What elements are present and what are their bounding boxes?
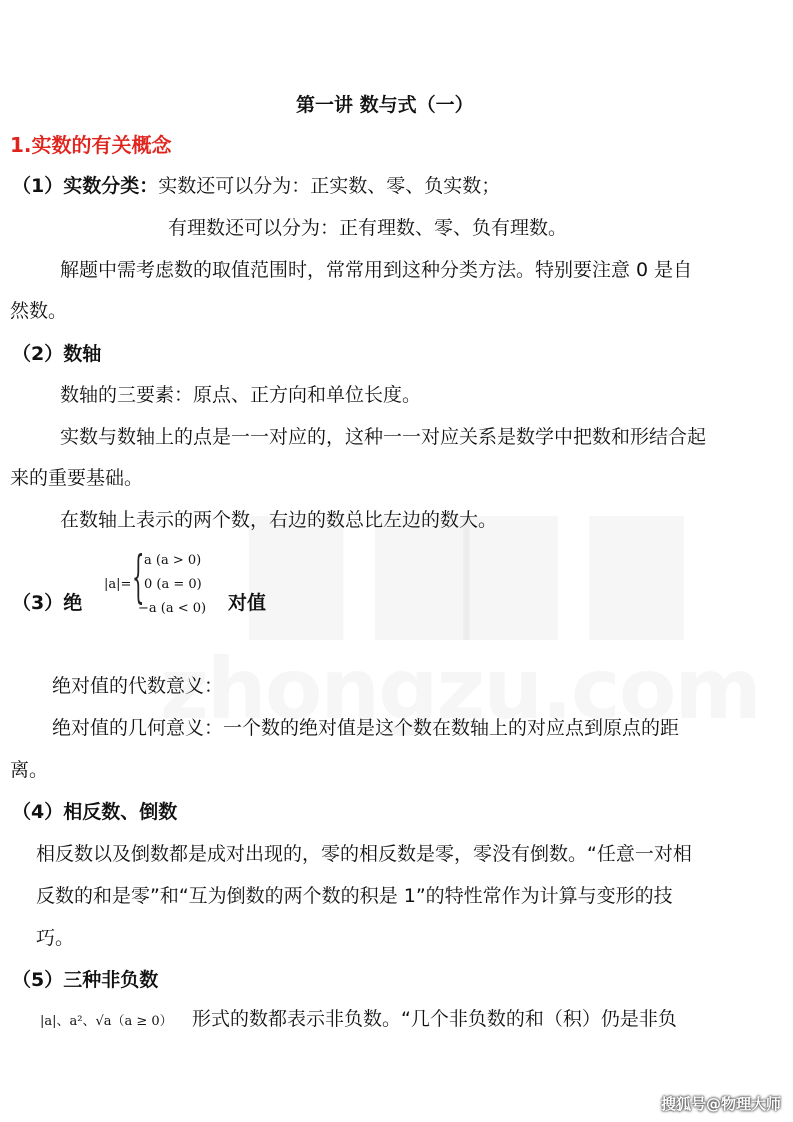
- paragraph-text: 形式的数都表示非负数。“几个非负数的和（积）仍是非负: [192, 1008, 677, 1030]
- paragraph-text: 实数与数轴上的点是一一对应的，这种一一对应关系是数学中把数和形结合起: [60, 426, 707, 448]
- paragraph-text: 巧。: [36, 927, 75, 949]
- subsection-2: [12, 341, 101, 367]
- subsection-heading: 三种非负数: [63, 969, 159, 991]
- abs-case-zero: 0 (a = 0): [144, 577, 202, 592]
- section-heading: 1.实数的有关概念: [10, 133, 172, 157]
- subsection-4: [12, 799, 177, 825]
- abs-formula-lhs: |a|=: [104, 577, 132, 592]
- paragraph-text: 有理数还可以分为：正有理数、零、负有理数。: [168, 217, 568, 239]
- subsection-heading: 实数分类：: [63, 175, 159, 197]
- paragraph-text: 绝对值的几何意义：一个数的绝对值是这个数在数轴上的对应点到原点的距: [52, 717, 680, 739]
- subsection-heading: 相反数、倒数: [63, 801, 178, 823]
- paragraph-text: 实数还可以分为：正实数、零、负实数；: [158, 175, 501, 197]
- paragraph-text: 在数轴上表示的两个数，右边的数总比左边的数大。: [60, 509, 498, 531]
- subsection-5: [12, 967, 158, 993]
- paragraph-text: 相反数以及倒数都是成对出现的，零的相反数是零，零没有倒数。“任意一对相: [36, 843, 692, 865]
- subsection-number: （2）: [12, 343, 64, 365]
- subsection-number: （5）: [12, 969, 64, 991]
- paragraph-text: 离。: [10, 759, 49, 781]
- page-title: 第一讲 数与式（一）: [296, 94, 474, 116]
- subsection-number: （4）: [12, 801, 64, 823]
- subsection-1: [12, 173, 500, 199]
- subsection-heading: 数轴: [63, 343, 102, 365]
- paragraph-text: 绝对值的代数意义：: [52, 675, 224, 697]
- subsection-number: （1）: [12, 175, 64, 197]
- paragraph-text: 数轴的三要素：原点、正方向和单位长度。: [60, 384, 422, 406]
- paragraph-text: 解题中需考虑数的取值范围时，常常用到这种分类方法。特别要注意 0 是自: [60, 259, 693, 281]
- paragraph-text: 然数。: [10, 300, 68, 322]
- paragraph-text: 来的重要基础。: [10, 467, 144, 489]
- subsection-heading-cont: 对值: [228, 592, 267, 614]
- left-brace: {: [132, 545, 145, 610]
- abs-case-negative: −a (a < 0): [138, 601, 207, 616]
- subsection-heading: 绝: [63, 592, 83, 614]
- footer-watermark: 搜狐号@物理大师: [660, 1095, 781, 1113]
- paragraph-text: 反数的和是零”和“互为倒数的两个数的积是 1”的特性常作为计算与变形的技: [36, 885, 673, 907]
- subsection-number: （3）: [12, 592, 64, 614]
- abs-case-positive: a (a > 0): [144, 553, 202, 568]
- nonnegative-formula: |a|、a²、√a（a ≥ 0）: [40, 1014, 173, 1029]
- subsection-3: [12, 590, 82, 616]
